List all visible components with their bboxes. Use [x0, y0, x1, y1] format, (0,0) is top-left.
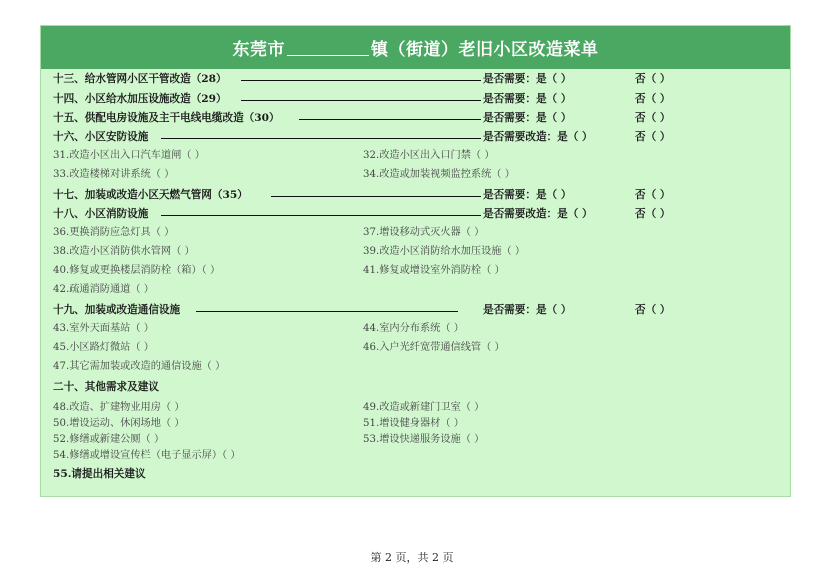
item-37[interactable]: 37.增设移动式灭火器（ ）: [363, 227, 485, 238]
item-47[interactable]: 47.其它需加装或改造的通信设施（ ）: [53, 361, 226, 372]
section-16-row: [53, 128, 790, 146]
item-31[interactable]: 31.改造小区出入口汽车道闸（ ）: [53, 150, 205, 161]
form-sheet: [40, 25, 791, 497]
item-42[interactable]: 42.疏通消防通道（ ）: [53, 284, 154, 295]
section-18-row: [53, 205, 790, 223]
section-13-no[interactable]: 否（ ）: [635, 73, 671, 85]
leader-line: [299, 119, 481, 120]
section-16-yes[interactable]: 是否需要改造：是（ ）: [483, 131, 593, 143]
section-17-row: [53, 186, 790, 204]
item-row: [53, 465, 790, 483]
section-15-row: [53, 109, 790, 127]
item-50[interactable]: 50.增设运动、休闲场地（ ）: [53, 418, 185, 429]
title-prefix: 东莞市: [232, 40, 285, 60]
item-row: [53, 147, 790, 165]
town-blank-field[interactable]: [287, 40, 369, 56]
form-title: [41, 26, 790, 69]
section-19-no[interactable]: 否（ ）: [635, 304, 671, 316]
section-14-yes[interactable]: 是否需要：是（ ）: [483, 93, 572, 105]
section-13-label: 十三、给水管网小区干管改造（28）: [53, 73, 227, 85]
item-row: [53, 243, 790, 261]
item-34[interactable]: 34.改造或加装视频监控系统（ ）: [363, 169, 515, 180]
section-16-label: 十六、小区安防设施: [53, 131, 149, 143]
section-14-row: [53, 90, 790, 108]
section-17-yes[interactable]: 是否需要：是（ ）: [483, 189, 572, 201]
item-54[interactable]: 54.修缮或增设宣传栏（电子显示屏）（ ）: [53, 450, 241, 461]
item-43[interactable]: 43.室外天面基站（ ）: [53, 323, 154, 334]
item-45[interactable]: 45.小区路灯微站（ ）: [53, 342, 154, 353]
section-17-no[interactable]: 否（ ）: [635, 189, 671, 201]
item-32[interactable]: 32.改造小区出入口门禁（ ）: [363, 150, 495, 161]
item-row: [53, 339, 790, 357]
section-15-yes[interactable]: 是否需要：是（ ）: [483, 112, 572, 124]
item-49[interactable]: 49.改造或新建门卫室（ ）: [363, 402, 485, 413]
leader-line: [196, 311, 458, 312]
item-row: [53, 166, 790, 184]
form-content: [41, 69, 790, 496]
section-20-row: [53, 378, 790, 396]
section-15-no[interactable]: 否（ ）: [635, 112, 671, 124]
section-19-label: 十九、加装或改造通信设施: [53, 304, 181, 316]
item-row: [53, 447, 790, 465]
item-row: [53, 281, 790, 299]
section-18-label: 十八、小区消防设施: [53, 208, 149, 220]
item-39[interactable]: 39.改造小区消防给水加压设施（ ）: [363, 246, 526, 257]
item-33[interactable]: 33.改造楼梯对讲系统（ ）: [53, 169, 175, 180]
leader-line: [241, 100, 481, 101]
item-52[interactable]: 52.修缮或新建公厕（ ）: [53, 434, 165, 445]
item-44[interactable]: 44.室内分布系统（ ）: [363, 323, 464, 334]
item-40[interactable]: 40.修复或更换楼层消防栓（箱）（ ）: [53, 265, 221, 276]
section-18-yes[interactable]: 是否需要改造：是（ ）: [483, 208, 593, 220]
section-18-no[interactable]: 否（ ）: [635, 208, 671, 220]
title-suffix: 镇（街道）老旧小区改造菜单: [371, 40, 599, 60]
item-row: [53, 262, 790, 280]
section-19-row: [53, 301, 790, 319]
leader-line: [241, 80, 481, 81]
section-16-no[interactable]: 否（ ）: [635, 131, 671, 143]
section-17-label: 十七、加装或改造小区天燃气管网（35）: [53, 189, 248, 201]
item-48[interactable]: 48.改造、扩建物业用房（ ）: [53, 402, 185, 413]
item-51[interactable]: 51.增设健身器材（ ）: [363, 418, 464, 429]
section-13-yes[interactable]: 是否需要：是（ ）: [483, 73, 572, 85]
section-14-label: 十四、小区给水加压设施改造（29）: [53, 93, 227, 105]
section-14-no[interactable]: 否（ ）: [635, 93, 671, 105]
page-footer: 第 2 页，共 2 页: [370, 551, 454, 564]
section-15-label: 十五、供配电房设施及主干电线电缆改造（30）: [53, 112, 280, 124]
item-41[interactable]: 41.修复或增设室外消防栓（ ）: [363, 265, 505, 276]
leader-line: [271, 196, 481, 197]
item-55-label: 55.请提出相关建议: [53, 468, 146, 480]
item-row: [53, 358, 790, 376]
item-38[interactable]: 38.改造小区消防供水管网（ ）: [53, 246, 195, 257]
section-19-yes[interactable]: 是否需要：是（ ）: [483, 304, 572, 316]
item-53[interactable]: 53.增设快递服务设施（ ）: [363, 434, 485, 445]
leader-line: [161, 215, 481, 216]
item-row: [53, 224, 790, 242]
section-20-label: 二十、其他需求及建议: [53, 381, 159, 393]
section-13-row: [53, 70, 790, 88]
item-36[interactable]: 36.更换消防应急灯具（ ）: [53, 227, 175, 238]
item-46[interactable]: 46.入户光纤宽带通信线管（ ）: [363, 342, 505, 353]
item-row: [53, 320, 790, 338]
leader-line: [161, 138, 481, 139]
